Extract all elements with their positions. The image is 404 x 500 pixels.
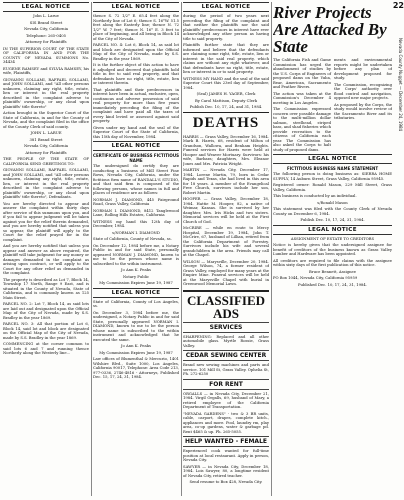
- notice-paragraph: ORGALLS — in Nevada City, December 21, 1984. Virgil Orgalls, 69, husband of Mary, a retired employee of the California Department of Transportation.: [183, 391, 269, 409]
- notice-paragraph: JOHN L. LARUE: [30, 131, 62, 135]
- notice-paragraph: Attorney for Plaintiffs: [25, 150, 67, 155]
- cedar-sewing-heading: CEDAR SEWING CENTER: [183, 350, 269, 361]
- notice-paragraph: State of California, County of Los Angeles, ss.: [93, 299, 179, 308]
- summons-continued: [93, 14, 179, 139]
- notice-paragraph: s/NORMAN I. DIAMOND: [112, 230, 160, 235]
- notice-paragraph: Published Dec. 10, 17, 24, 31, 1984.: [298, 282, 367, 287]
- notice-paragraph: MARTIN — Nevada City, December 17, 1984. Lorene Martin, 79, born in Cedar Rapids and Texas, she had lived in this area for 18 years. A member of the Evangelical Free Church, survivors include her son, Robert Martin.: [183, 168, 269, 195]
- notice-paragraph: Action brought in the Superior Court of the State of California, in and for the County of Nevada, and the complaint filed in the office of the County Clerk of said county.: [3, 111, 89, 129]
- notice-paragraph: THE PEOPLE OF THE STATE OF CALIFORNIA SEND GREETINGS TO:: [3, 157, 89, 166]
- legal-notice-header: LEGAL NOTICE: [273, 154, 392, 164]
- notice-paragraph: PARCEL NO. 3: All that portion of Lot 6, Block 14, said lot and block are designated on the Official Map of the City of Nevada, made by S.S. Bradley in the year 1869.: [3, 322, 89, 340]
- notice-paragraph: John L. Larue: [33, 14, 59, 18]
- notice-paragraph: 381 Brand Street: [29, 137, 63, 142]
- column-deaths-classified: [183, 2, 269, 496]
- notice-paragraph: "NEVADA GARDENS" - two & 3 BR units, cable, carport, drapes, complete kitch., appliances and more. Pool, laundry rm, play area, co-op gardens, water & garbage pd. Rent $465 & up. Ph. 265-5055.: [183, 411, 269, 434]
- column-legal-2: [93, 2, 179, 496]
- page-number: 22: [392, 1, 404, 10]
- classified-ads-heading: CLASSIFIED ADS: [183, 290, 269, 320]
- notice-paragraph: On December 3, 1984 before me, the undersigned, a Notary Public in and for said State, personally appeared NORMAN I. DIAMOND, known to me to be the person whose name is subscribed to the within instrument and acknowledged that he executed the same.: [93, 310, 179, 342]
- notice-paragraph: Experienced cook wanted for full-time position at local restaurant. Apply in person, Nevada City.: [183, 449, 269, 462]
- notice-paragraph: It is the further object of this action to have it adjudged and decreed that plaintiffs hold title in fee to said real property, and that defendants have no right, title, estate, lien or interest therein.: [93, 63, 179, 85]
- legal-notice-header: LEGAL NOTICE: [93, 288, 179, 298]
- legal-continued: [183, 14, 269, 110]
- notice-paragraph: That plaintiffs and their predecessors in interest have been in actual, exclusive, open, continuous and adverse possession of said real property for more than five years immediately preceding the filing of the complaint and have paid all the taxes of every kind levied or assessed against said property.: [93, 87, 179, 123]
- legal-notice-header: LEGAL NOTICE: [3, 2, 89, 12]
- for-rent-heading: FOR RENT: [183, 379, 269, 390]
- notice-paragraph: Law offices of Blumenthal & Mercurio, 1401 Wilshire Blvd., Suite 1000, Los Angeles, California 90017, Telephone: Area Code 213, 977-0336, 2746-4816 - Attorneys, Published Dec. 15, 17, 24, 31, 1984.: [93, 357, 179, 379]
- notice-paragraph: Nevada City, California: [23, 144, 69, 148]
- assignment-notice: [273, 237, 392, 288]
- notice-paragraph: s/Ronald Mason: [317, 200, 348, 205]
- headline: River Projects Are Attacked By State: [273, 3, 387, 56]
- certificate-heading: CERTIFICATE OF BUSINESS FICTITIOUS NAME: [93, 153, 179, 163]
- notice-paragraph: ASSIGNMENT OF ESTATE TO CREDITORS: [290, 236, 375, 241]
- notice-paragraph: The undersigned do certify they are conducting a business of Mill Street Fine Rows, Nevada City, California, under the fictitious firm name of RANDALL'S STUDIO, and that said firm is composed of the following persons, whose names in full and places of residence are as follows:: [93, 164, 179, 195]
- notice-paragraph: Attorney for Plaintiffs: [25, 40, 67, 44]
- notice-paragraph: COMMENCING at the corner common to said lots 6 and 7 and running thence Northerly along the Westerly line...: [3, 342, 89, 355]
- notice-paragraph: PARCEL NO. 4: Lot 6, Block 14, as said lot and block are designated upon the Official Map of the City of Nevada, made by S.S. Bradley in the year 1869.: [93, 43, 179, 61]
- notice-paragraph: during the period of two years next preceding the filing of the complaint and that neither the plaintiffs nor the said plaintiffs' predecessors in interest have ever acknowledged any other person as having title to said property.: [183, 14, 269, 41]
- story-body: [273, 58, 392, 154]
- notice-paragraph: State of California, County of Nevada, ss.: [93, 237, 172, 241]
- legal-notice-header: LEGAL NOTICE: [93, 2, 179, 12]
- notice-paragraph: thence S. 72 1/2° E. 65.4 feet along the Northerly line of Lot 6; thence S. 16°W. 51.5 feet along the Easterly line; thence N. 72 1/2° W. 7 feet; thence N. 16° E. 3 feet to place of beginning, and all being in Block 14 of the City of Nevada.: [93, 14, 179, 41]
- notice-paragraph: Jo Ann K. Peaks: [121, 268, 151, 272]
- notice-paragraph: IN THE SUPERIOR COURT OF THE STATE OF CALIFORNIA IN AND FOR THE COUNTY OF NEVADA SUMMONS No. 34434: [3, 46, 89, 64]
- help-wanted-ads: [183, 449, 269, 485]
- column-rule: [91, 2, 92, 496]
- obituaries: [183, 135, 269, 287]
- notice-paragraph: The Commission, recognizing the Corps' authority over flood control and navigation, opposed new major projects.: [334, 82, 392, 100]
- story-right: [334, 58, 392, 154]
- notice-paragraph: Bruce Bennett, Assignee: [309, 269, 356, 274]
- notice-paragraph: GIOVANNI SOLLAMI, RAFFAEL SOLLAMI, and JOHN SOLLAMI, and "All other persons unknown, claiming any right, title, estate, lien or interest in the real property described in the complaint adverse to plaintiffs' ownership, or any cloud upon plaintiffs' title thereto": [3, 77, 89, 109]
- notice-paragraph: NORMAN J. DIAMOND, 445 Fairground Road, Grass Valley, California: [93, 197, 179, 206]
- column-rule: [181, 2, 182, 496]
- notice-paragraph: Plaintiffs further state that they are informed and believe that the defendants are claiming some right, title, estate, lien or interest in the said real property, which claims are without any right whatever, and that defendants have no right, title, estate, lien or interest in or to said property.: [183, 43, 269, 74]
- certificate-notice: [93, 164, 179, 286]
- notice-paragraph: Registered owner: Ronald Mason, 229 Mill Street, Grass Valley, California.: [273, 183, 392, 192]
- notice-paragraph: PARCEL NO. 2: Lot 7, Block 14, as said lots are laid out and designated upon the Official Map of the City of Nevada, made by S.S. Bradley in the year 1869.: [3, 302, 89, 320]
- notice-paragraph: Brand new sewing machines and parts and service. 101 Mill St, Grass Valley. Ophelia St, Ph. 272-6250: [183, 363, 269, 376]
- fictitious-heading: FICTITIOUS BUSINESS NAME STATEMENT: [286, 166, 379, 171]
- help-wanted-heading: HELP WANTED - FEMALE: [184, 438, 268, 445]
- notice-paragraph: The Commission expressed concern over possible damage to the multi-million dollar salmon, steelhead, striped bass, and shad fisheries which provide recreation to the citizens of California each year. The Commission has also asked the Corps to halt study of proposed dams.: [273, 107, 332, 152]
- legal-notice-header: LEGAL NOTICE: [93, 141, 179, 151]
- notice-paragraph: Telephone: 265-0405: [26, 33, 66, 38]
- notice-paragraph: NORMAN I. DIAMOND, 8412 Tanglewood Lane, Rolling Hills Estates, California: [93, 208, 179, 217]
- notice-paragraph: You are hereby directed to appear and answer the complaint within thirty days after service of this summons upon you, and if you fail to appear judgment will be taken against you for the relief therein demanded, and you are hereby notified that unless you so appear, the plaintiff will apply to the Court for the relief prayed for in the complaint.: [3, 201, 89, 242]
- column-news-legal: [273, 2, 392, 496]
- notice-paragraph: WITNESS my hand this 12th day of December, 1984.: [93, 219, 179, 228]
- column-rule: [271, 2, 272, 496]
- notice-paragraph: Notice is hereby given that the undersigned assignee for benefit of creditors of the business known as Grass Valley Lumber and Hardware has been appointed.: [273, 243, 392, 256]
- fictitious-notice: [273, 172, 392, 223]
- notice-paragraph: SIS Brand Street: [29, 20, 63, 25]
- side-strip-text: Nevada County Nugget — December 24, 1984: [398, 38, 403, 132]
- notice-paragraph: PO Box 1044, Nevada City, California 95959: [273, 276, 358, 280]
- notice-paragraph: As proposed by the Corps, the study would involve review of the Sacramento River and its tributaries.: [334, 102, 392, 120]
- notice-paragraph: HOOPER — Grass Valley, December 18, 1984. Hattie M. Hooper, 82, a native of Weimar, Kansas. She is survived by her daughter, Mrs. Iris Hicks and two sisters. Memorial services will be held at the First Church of God.: [183, 197, 269, 224]
- notice-paragraph: McCRIRE — while en route to Mercy Hospital, December 19, 1984, John T. McCrire, 67, husband of Lillian, retired from the California Department of Forestry. Survivors include his wife and several grandchildren in the area. Friends may call at the Chapel.: [183, 226, 269, 257]
- notice-paragraph: Notary Public: [122, 274, 150, 279]
- notice-paragraph: EUGENE RAMSEY and SYLVIA RAMSEY, his wife, Plaintiffs,: [3, 66, 89, 75]
- notice-paragraph: Given under my hand and the seal of the Superior Court of the State of California, this 15th day of November, 1984.: [93, 125, 179, 139]
- notice-paragraph: The property is described as Lot 7, Block 14, Township 17 North, Range 9 East, and is situated in the County of Nevada, State of California, and is commonly known as 125 Main Street.: [3, 277, 89, 300]
- legal-notice-header: LEGAL NOTICE: [273, 225, 392, 235]
- notice-paragraph: HARRIS — Grass Valley, December 16, 1984. Mark B. Harris, 68, resident of Milton of Grandson, Wallowa, and Benham Heights. Funeral services for Harris were held at Hooper and Weaver Mortuary. Survivors: his wife, Barbara; daughters, Mrs. Eleanor Jones and Mrs. Patricia Wright.: [183, 134, 269, 166]
- story-left: [273, 58, 331, 154]
- columns: [3, 2, 392, 496]
- notice-paragraph: (Seal) JAMES H. YAGER, Clerk: [196, 92, 256, 96]
- summons-notice: [3, 14, 89, 356]
- for-rent-ads: [183, 392, 269, 435]
- notice-paragraph: SAWYER — in Nevada City, December 18, 1984. Lois Sawyer, 80, a longtime resident of Nevada City, retired teacher.: [183, 464, 269, 478]
- column-legal-1: [3, 2, 89, 496]
- notice-paragraph: WILSON — Marysville, December 20, 1984. George Wilson, 74, a former resident of Grass Valley, employed for many years at the Empire Mine. Funeral services will be held at the Marysville Chapel with burial in Greenwood Memorial Lawn.: [183, 259, 269, 286]
- cedar-sewing-ad: [183, 363, 269, 377]
- notary-notice: [93, 300, 179, 380]
- deaths-heading: DEATHS: [183, 112, 269, 132]
- notice-paragraph: My Commission Expires June 19, 1987: [99, 281, 173, 285]
- notice-paragraph: This statement was filed with the County Clerk of Nevada County on December 6, 1984.: [273, 207, 392, 216]
- notice-paragraph: The following person is doing business as: SIERRA HOME SUPPLY, 14 Auburn Street, Grass Valley, California 95945.: [273, 172, 392, 181]
- notice-paragraph: This business is conducted by an individual.: [273, 194, 357, 198]
- notice-paragraph: WITNESS MY HAND and the seal of the said Superior Court this 23rd day of September, 1984.: [183, 76, 269, 90]
- notice-paragraph: ments and environmental reports might be undertaken before any plan of development proposed for study.: [334, 58, 392, 80]
- notice-paragraph: On December 12, 1984 before me, a Notary Public in and for said State, personally appeared NORMAN J. DIAMOND, known to me to be the person whose name is subscribed to the within instrument.: [93, 243, 179, 266]
- notice-paragraph: SHARPENING: Replaced and all other automobile glass. Myrtle Rossie, Grass Valley.: [183, 334, 269, 348]
- notice-paragraph: Publish Dec. 10, 17, 24, 31, 1984.: [300, 218, 365, 222]
- notice-paragraph: Nevada City, California: [23, 27, 69, 31]
- notice-paragraph: My Commission Expires June 19, 1987: [99, 350, 173, 355]
- notice-paragraph: All creditors are required to file claims with the assignee within sixty days of the first publication of this notice.: [273, 258, 392, 267]
- notice-paragraph: And you are hereby notified that unless you appear and answer as above required, the plaintiff will take judgment for any money or damages demanded in the complaint as arising upon contract, or will apply to the Court for any other relief as demanded in the complaint.: [3, 244, 89, 275]
- services-ads: [183, 335, 269, 349]
- notice-paragraph: Send resume to Box 428, Nevada City.: [189, 480, 263, 484]
- notice-paragraph: The action was taken at the Commission's December 4 meeting in Los Angeles.: [273, 91, 331, 105]
- notice-paragraph: Publish Dec. 10, 17, 24, and 31, 1984.: [189, 105, 263, 109]
- notice-paragraph: Jo Ann K. Peaks: [121, 344, 151, 348]
- notice-paragraph: By Carol Mattison, Deputy Clerk: [194, 98, 258, 103]
- services-heading: SERVICES: [183, 322, 269, 333]
- notice-paragraph: GIOVANNI SOLLAMI, RAFFAEL SOLLAMI, and JOHN SOLLAMI, and "All other persons unknown, claiming any right, title, estate, lien, or interest in the real property described in the complaint adverse to plaintiffs' ownership, or any cloud upon plaintiffs' title thereto", Defendants.: [3, 168, 89, 199]
- legal-notice-header: LEGAL NOTICE: [183, 2, 269, 12]
- notice-paragraph: The California Fish and Game Commission has urged the abandonment of studies by the U.S. Corps of Engineers of proposed dams on the Yuba, Bear, American, Sacramento and Feather Rivers.: [273, 58, 331, 89]
